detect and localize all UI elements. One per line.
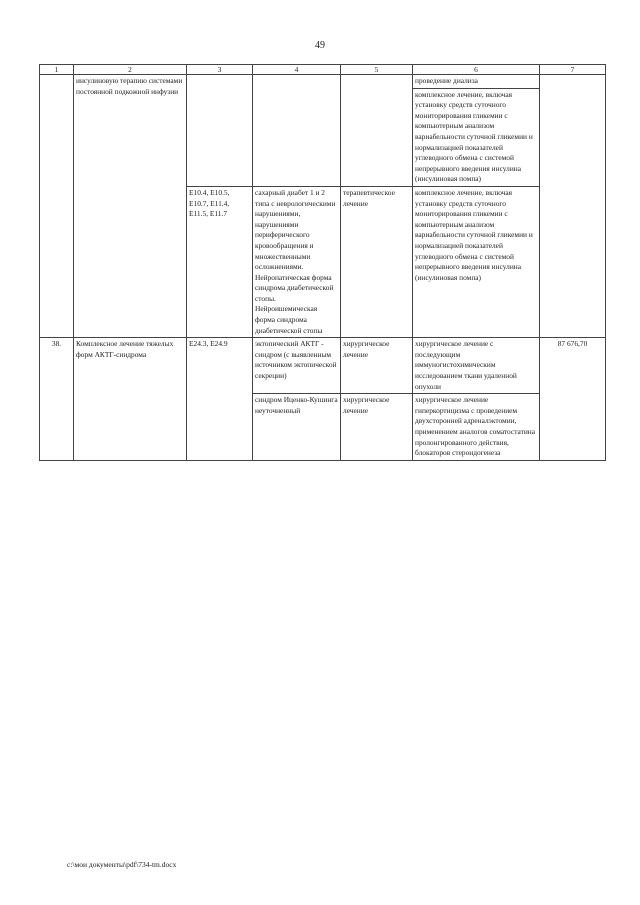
diagnosis-cell: эктопический АКТГ - синдром (с выявленным источником эктопической секреции): [253, 338, 341, 394]
icd-code-cell: [187, 75, 253, 187]
service-name-cell: инсулиновую терапию системами постоянной подкожной инфузии: [74, 75, 187, 338]
method-cell: проведение диализа: [413, 75, 540, 89]
method-cell: комплексное лечение, включая установку средств суточного мониторирования гликемии с компьютерным анализом вариабельности суточной гликемии и нормализацией показателей углеводного обмена с системой непрерывного введения инсулина (инсулиновая помпа): [413, 88, 540, 186]
method-cell: хирургическое лечение с последующим иммуногистохимическим исследованием ткани удаленной опухоли: [413, 338, 540, 394]
services-table: [39, 64, 606, 461]
treatment-type-cell: [341, 75, 413, 187]
diagnosis-cell: синдром Иценко-Кушинга неуточненный: [253, 394, 341, 461]
row-number-cell: [40, 75, 74, 338]
icd-code-cell: E10.4, E10.5, E10.7, E11.4, E11.5, E11.7: [187, 186, 253, 337]
diagnosis-cell: [253, 75, 341, 187]
row-number-cell: 38.: [40, 338, 74, 461]
cost-cell: 87 676,70: [540, 338, 606, 461]
header-cell: 2: [74, 65, 187, 75]
header-cell: 4: [253, 65, 341, 75]
diagnosis-cell: сахарный диабет 1 и 2 типа с неврологическими нарушениями, нарушениями периферического кровообращения и множественными осложнениями. Нейропатическая форма синдрома диабетической стопы. Нейроишемическая форма синдрома диабетической стопы: [253, 186, 341, 337]
icd-code-cell: E24.3, E24.9: [187, 338, 253, 461]
method-cell: хирургическое лечение гиперкортицизма с проведением двухсторонней адреналэктомии, применением аналогов соматостатина пролонгированного действия, блокаторов стероидогенеза: [413, 394, 540, 461]
header-cell: 7: [540, 65, 606, 75]
service-name-cell: Комплексное лечение тяжелых форм АКТГ-синдрома: [74, 338, 187, 461]
header-cell: 3: [187, 65, 253, 75]
treatment-type-cell: терапевтическое лечение: [341, 186, 413, 337]
table-row: [40, 338, 606, 394]
treatment-type-cell: хирургическое лечение: [341, 394, 413, 461]
table-row: [40, 75, 606, 89]
header-row: [40, 65, 606, 75]
method-cell: комплексное лечение, включая установку средств суточного мониторирования гликемии с компьютерным анализом вариабельности суточной гликемии и нормализацией показателей углеводного обмена с системой непрерывного введения инсулина (инсулиновая помпа): [413, 186, 540, 337]
footer-file-path: c:\мои документы\pdf\734-tm.docx: [67, 860, 177, 869]
header-cell: 6: [413, 65, 540, 75]
cost-cell: [540, 75, 606, 338]
header-cell: 1: [40, 65, 74, 75]
treatment-type-cell: хирургическое лечение: [341, 338, 413, 394]
header-cell: 5: [341, 65, 413, 75]
page-number: 49: [315, 40, 325, 51]
